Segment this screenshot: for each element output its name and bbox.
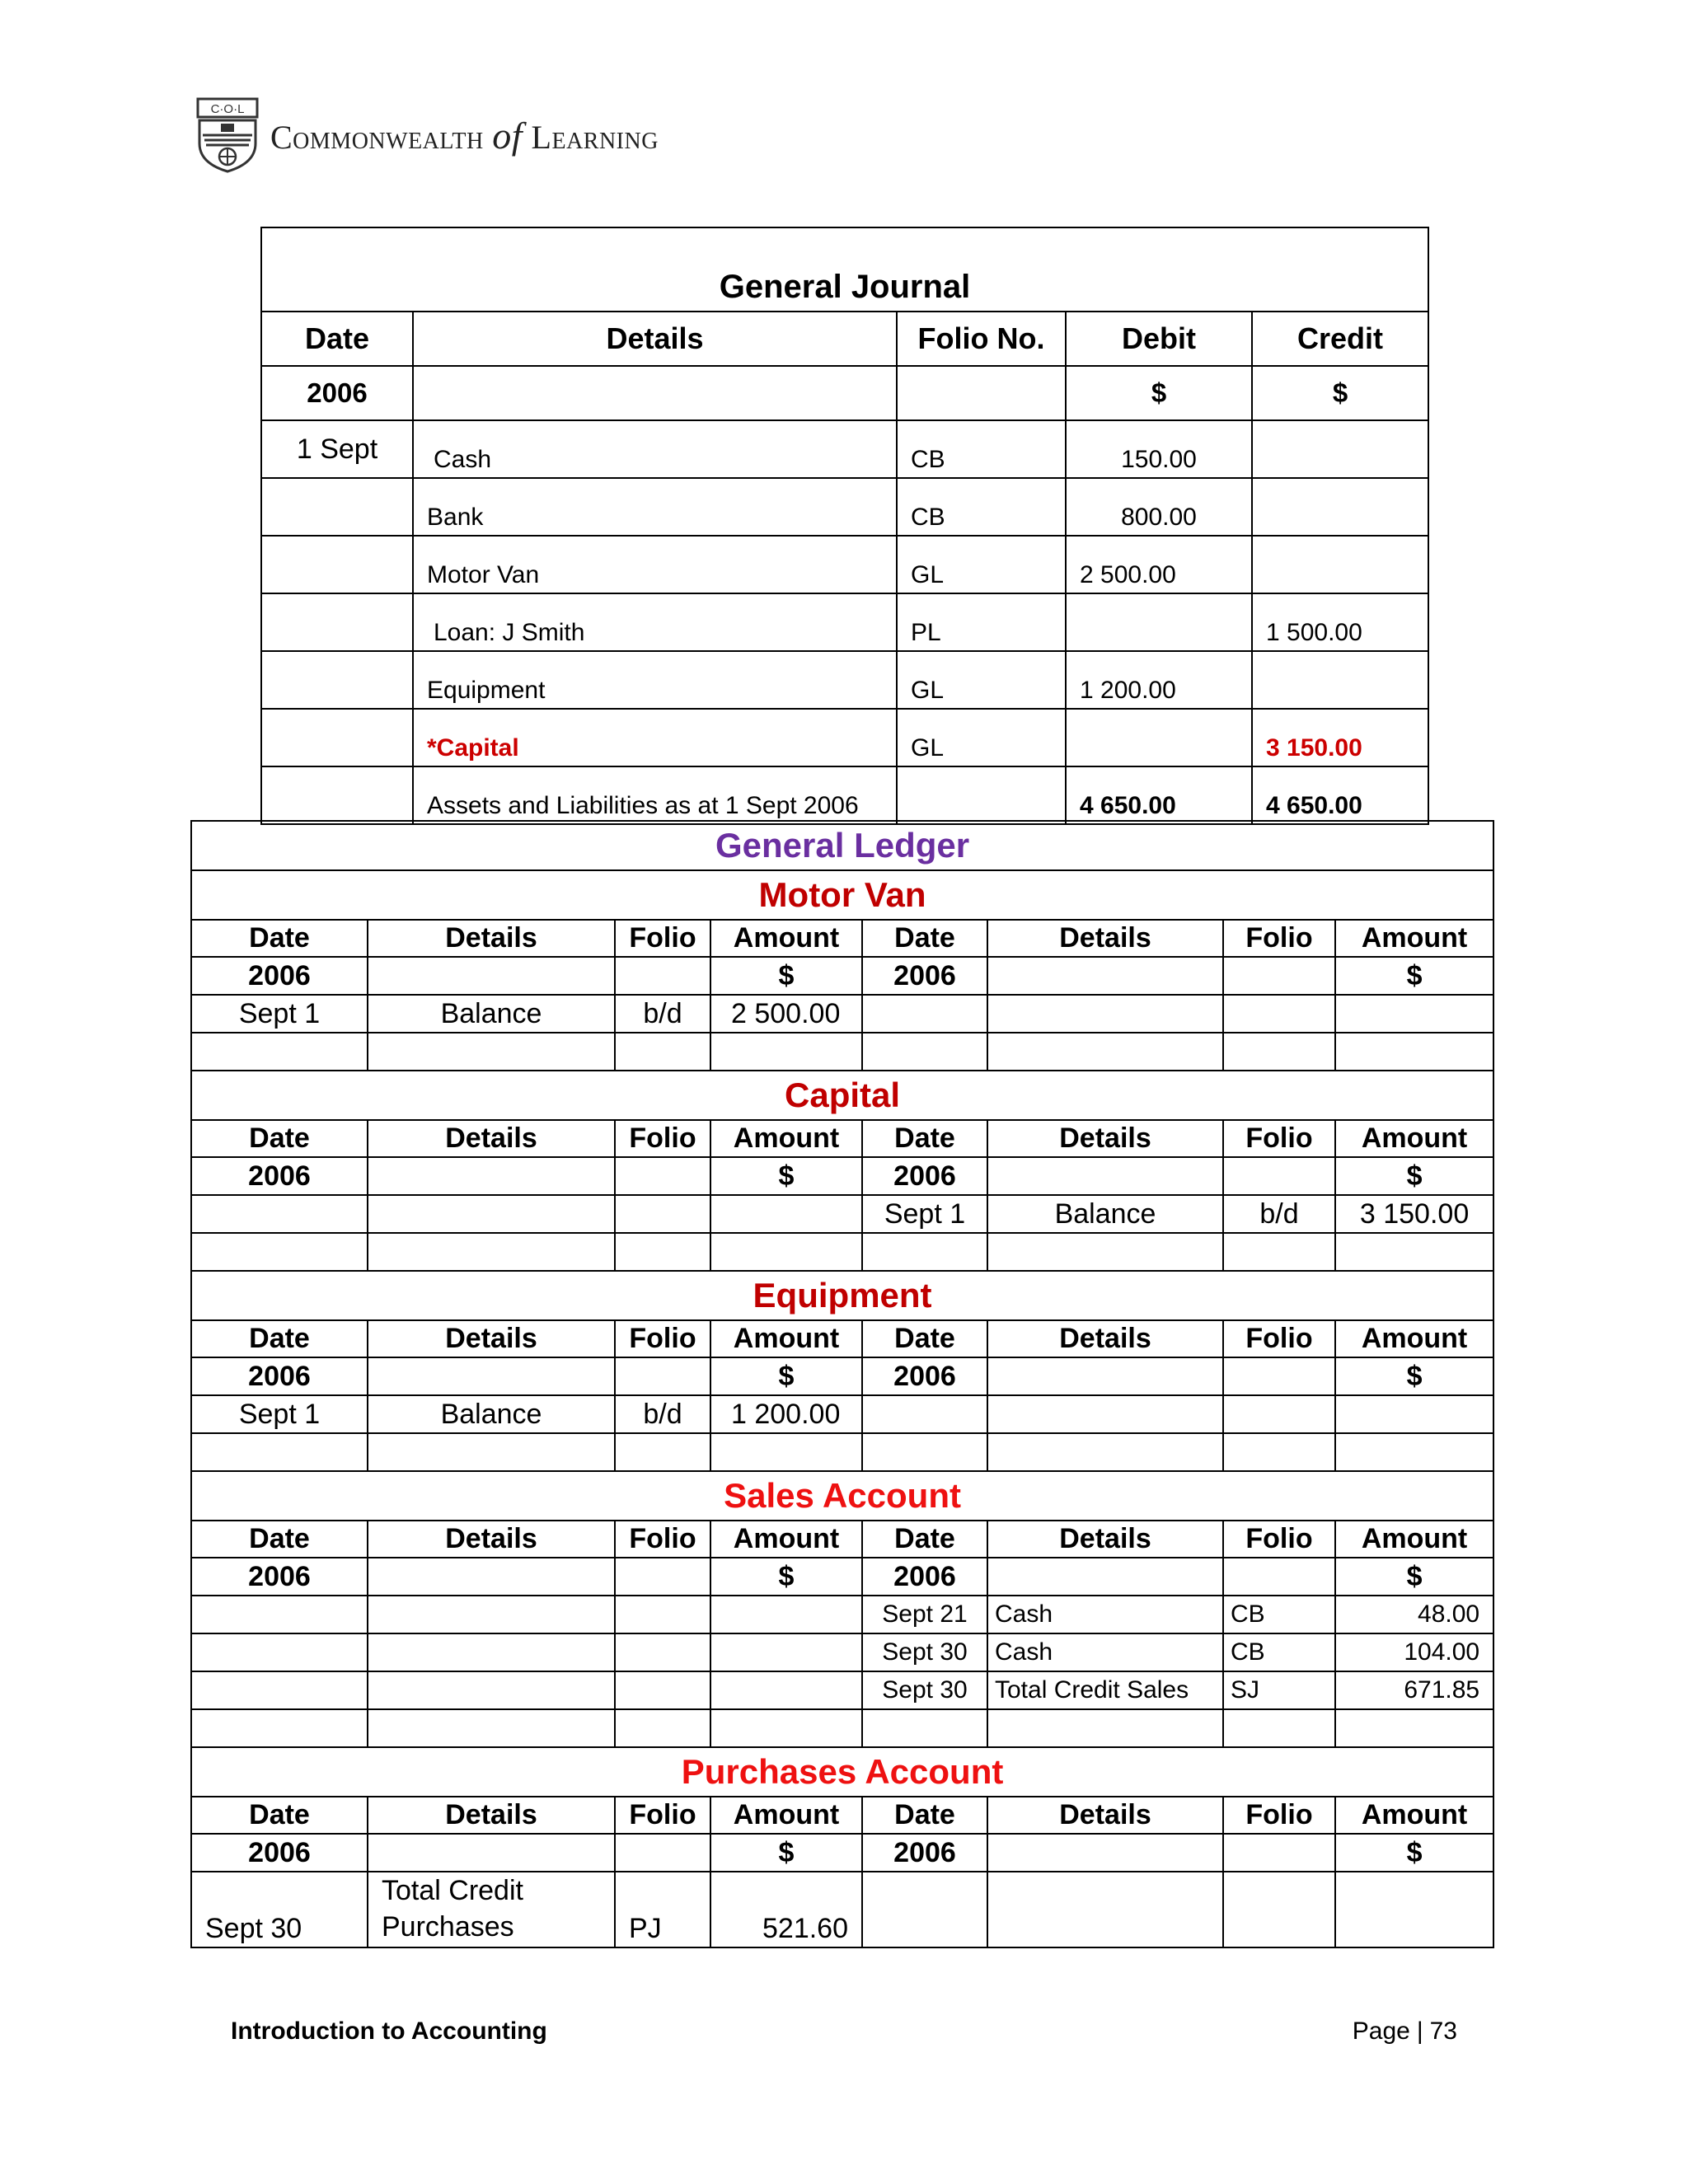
ledger-title: General Ledger: [191, 821, 1493, 870]
col-header-amount: Amount: [710, 1797, 862, 1834]
col-header-folio: Folio: [615, 1120, 710, 1157]
journal-folio: [897, 766, 1066, 824]
ledger-currency: $: [1335, 1357, 1493, 1395]
cr-details: [987, 995, 1223, 1033]
ledger-title-row: [191, 821, 1493, 870]
cr-date: [862, 995, 987, 1033]
col-header-date: Date: [862, 1320, 987, 1357]
journal-row: [261, 709, 1428, 766]
journal-debit: [1066, 709, 1252, 766]
cr-date: Sept 1: [862, 1195, 987, 1233]
general-ledger-table: [190, 820, 1494, 1948]
account-title-row: [191, 1271, 1493, 1320]
col-header-folio: Folio: [1223, 1797, 1335, 1834]
account-title-motor-van: Motor Van: [191, 870, 1493, 920]
journal-details: Motor Van: [413, 536, 897, 593]
ledger-row: [191, 1596, 1493, 1633]
dr-amount: 1 200.00: [710, 1395, 862, 1433]
journal-date: [261, 536, 413, 593]
journal-folio: CB: [897, 420, 1066, 478]
journal-folio: PL: [897, 593, 1066, 651]
ledger-empty-row: [191, 1433, 1493, 1471]
col-header-credit: Credit: [1252, 312, 1428, 366]
journal-details: Assets and Liabilities as at 1 Sept 2006: [413, 766, 897, 824]
cr-folio: [1223, 1395, 1335, 1433]
account-title-capital: Capital: [191, 1071, 1493, 1120]
col-header-folio: Folio: [615, 1320, 710, 1357]
col-header-amount: Amount: [1335, 1320, 1493, 1357]
ledger-header-row: [191, 1521, 1493, 1558]
ledger-header-row: [191, 1797, 1493, 1834]
col-header-details: Details: [368, 1521, 615, 1558]
col-header-date: Date: [191, 920, 368, 957]
ledger-currency: $: [1335, 1157, 1493, 1195]
dr-details: Total Credit Purchases: [368, 1872, 615, 1947]
dr-amount: 521.60: [710, 1872, 862, 1947]
journal-debit: 800.00: [1066, 478, 1252, 536]
ledger-row: [191, 995, 1493, 1033]
cr-details: Total Credit Sales: [987, 1671, 1223, 1709]
col-header-date: Date: [191, 1120, 368, 1157]
col-header-details: Details: [368, 920, 615, 957]
ledger-row: [191, 1395, 1493, 1433]
col-header-date: Date: [862, 1120, 987, 1157]
ledger-currency: $: [1335, 1834, 1493, 1872]
cr-amount: [1335, 1395, 1493, 1433]
ledger-row: [191, 1872, 1493, 1947]
journal-folio: GL: [897, 651, 1066, 709]
journal-credit: [1252, 420, 1428, 478]
col-header-details: Details: [987, 1120, 1223, 1157]
journal-header-row: [261, 312, 1428, 366]
journal-year: 2006: [261, 366, 413, 420]
cr-date: [862, 1395, 987, 1433]
journal-row: [261, 593, 1428, 651]
logo-wordmark: [270, 114, 659, 157]
col-header-amount: Amount: [1335, 1797, 1493, 1834]
journal-title: General Journal: [261, 227, 1428, 312]
journal-year-row: [261, 366, 1428, 420]
col-shield-icon: [196, 97, 259, 173]
journal-debit: [1066, 593, 1252, 651]
journal-debit: 2 500.00: [1066, 536, 1252, 593]
journal-row: [261, 420, 1428, 478]
dr-folio: [615, 1195, 710, 1233]
col-header-details: Details: [987, 1521, 1223, 1558]
col-header-amount: Amount: [710, 1521, 862, 1558]
ledger-year: 2006: [191, 957, 368, 995]
dr-details: Balance: [368, 995, 615, 1033]
col-header-amount: Amount: [1335, 920, 1493, 957]
cr-amount: 671.85: [1335, 1671, 1493, 1709]
ledger-year-row: [191, 1834, 1493, 1872]
ledger-year-row: [191, 957, 1493, 995]
journal-details: Equipment: [413, 651, 897, 709]
journal-date: 1 Sept: [261, 420, 413, 478]
ledger-empty-row: [191, 1709, 1493, 1747]
logo-text-of: of: [492, 114, 523, 157]
dr-date: Sept 1: [191, 995, 368, 1033]
account-title-row: [191, 1747, 1493, 1797]
journal-details: Cash: [413, 420, 897, 478]
col-header-details: Details: [368, 1797, 615, 1834]
journal-credit: [1252, 536, 1428, 593]
col-header-date: Date: [191, 1521, 368, 1558]
col-header-date: Date: [862, 1797, 987, 1834]
cr-folio: [1223, 995, 1335, 1033]
ledger-currency: $: [1335, 957, 1493, 995]
ledger-year: 2006: [191, 1357, 368, 1395]
col-header-folio: Folio: [615, 1521, 710, 1558]
ledger-row: [191, 1195, 1493, 1233]
account-title-row: [191, 1071, 1493, 1120]
ledger-currency: $: [710, 957, 862, 995]
journal-total-row: [261, 766, 1428, 824]
cr-date: Sept 30: [862, 1633, 987, 1671]
ledger-year: 2006: [862, 1558, 987, 1596]
dr-details: Balance: [368, 1395, 615, 1433]
journal-folio: CB: [897, 478, 1066, 536]
journal-folio: GL: [897, 709, 1066, 766]
journal-details: Loan: J Smith: [413, 593, 897, 651]
journal-credit: 1 500.00: [1252, 593, 1428, 651]
col-header-details: Details: [987, 920, 1223, 957]
col-header-date: Date: [261, 312, 413, 366]
cr-folio: CB: [1223, 1596, 1335, 1633]
col-header-details: Details: [413, 312, 897, 366]
account-title-row: [191, 870, 1493, 920]
page-number: 73: [1429, 2018, 1457, 2045]
logo-badge: C·O·L: [210, 102, 245, 116]
col-header-amount: Amount: [710, 1120, 862, 1157]
ledger-year-row: [191, 1558, 1493, 1596]
ledger-year: 2006: [191, 1834, 368, 1872]
dr-amount: [710, 1195, 862, 1233]
journal-details: Bank: [413, 478, 897, 536]
col-header-folio: Folio: [1223, 1320, 1335, 1357]
col-header-amount: Amount: [710, 1320, 862, 1357]
dr-amount: 2 500.00: [710, 995, 862, 1033]
col-header-amount: Amount: [1335, 1521, 1493, 1558]
col-header-details: Details: [368, 1320, 615, 1357]
col-header-date: Date: [191, 1797, 368, 1834]
col-header-details: Details: [987, 1797, 1223, 1834]
col-header-amount: Amount: [1335, 1120, 1493, 1157]
cr-folio: b/d: [1223, 1195, 1335, 1233]
ledger-empty-row: [191, 1033, 1493, 1071]
ledger-year-row: [191, 1157, 1493, 1195]
ledger-header-row: [191, 920, 1493, 957]
journal-date: [261, 709, 413, 766]
ledger-year: 2006: [862, 1834, 987, 1872]
col-header-date: Date: [191, 1320, 368, 1357]
journal-credit: [1252, 478, 1428, 536]
journal-credit: 3 150.00: [1252, 709, 1428, 766]
col-header-amount: Amount: [710, 920, 862, 957]
journal-date: [261, 651, 413, 709]
cr-date: Sept 30: [862, 1671, 987, 1709]
cr-details: Cash: [987, 1633, 1223, 1671]
journal-debit: 150.00: [1066, 420, 1252, 478]
journal-credit: [1252, 651, 1428, 709]
ledger-empty-row: [191, 1233, 1493, 1271]
dr-folio: PJ: [615, 1872, 710, 1947]
ledger-year: 2006: [862, 957, 987, 995]
col-header-folio: Folio: [615, 1797, 710, 1834]
journal-date: [261, 593, 413, 651]
logo-text-commonwealth: Commonwealth: [270, 118, 484, 156]
journal-folio: GL: [897, 536, 1066, 593]
ledger-year: 2006: [862, 1157, 987, 1195]
ledger-year: 2006: [191, 1558, 368, 1596]
ledger-currency: $: [1335, 1558, 1493, 1596]
account-title-row: [191, 1471, 1493, 1521]
cr-date: Sept 21: [862, 1596, 987, 1633]
col-header-folio: Folio No.: [897, 312, 1066, 366]
cr-amount: 48.00: [1335, 1596, 1493, 1633]
account-title-purchases: Purchases Account: [191, 1747, 1493, 1797]
ledger-row: [191, 1633, 1493, 1671]
dr-date: Sept 1: [191, 1395, 368, 1433]
journal-credit-total: 4 650.00: [1252, 766, 1428, 824]
ledger-row: [191, 1671, 1493, 1709]
col-header-folio: Folio: [615, 920, 710, 957]
cr-folio: SJ: [1223, 1671, 1335, 1709]
ledger-header-row: [191, 1120, 1493, 1157]
journal-row: [261, 536, 1428, 593]
account-title-equipment: Equipment: [191, 1271, 1493, 1320]
ledger-year: 2006: [862, 1357, 987, 1395]
ledger-year: 2006: [191, 1157, 368, 1195]
logo-text-learning: Learning: [531, 118, 659, 156]
cr-folio: CB: [1223, 1633, 1335, 1671]
ledger-currency: $: [710, 1558, 862, 1596]
journal-date: [261, 478, 413, 536]
journal-details: *Capital: [413, 709, 897, 766]
ledger-currency: $: [710, 1157, 862, 1195]
col-header-folio: Folio: [1223, 1120, 1335, 1157]
dr-folio: b/d: [615, 995, 710, 1033]
col-header-details: Details: [987, 1320, 1223, 1357]
dr-details: [368, 1195, 615, 1233]
col-logo: [196, 97, 659, 173]
page-label: Page: [1352, 2018, 1410, 2045]
col-header-details: Details: [368, 1120, 615, 1157]
account-title-sales: Sales Account: [191, 1471, 1493, 1521]
journal-row: [261, 478, 1428, 536]
col-header-date: Date: [862, 1521, 987, 1558]
ledger-currency: $: [710, 1357, 862, 1395]
cr-details: Cash: [987, 1596, 1223, 1633]
debit-currency: $: [1066, 366, 1252, 420]
ledger-year-row: [191, 1357, 1493, 1395]
journal-row: [261, 651, 1428, 709]
cr-amount: 3 150.00: [1335, 1195, 1493, 1233]
footer-page-number: [1353, 2018, 1457, 2046]
cr-amount: [1335, 995, 1493, 1033]
cr-details: Balance: [987, 1195, 1223, 1233]
col-header-date: Date: [862, 920, 987, 957]
journal-title-row: [261, 227, 1428, 312]
cr-details: [987, 1395, 1223, 1433]
page-separator: |: [1416, 2018, 1423, 2045]
dr-date: Sept 30: [191, 1872, 368, 1947]
col-header-debit: Debit: [1066, 312, 1252, 366]
dr-date: [191, 1195, 368, 1233]
journal-debit-total: 4 650.00: [1066, 766, 1252, 824]
col-header-folio: Folio: [1223, 1521, 1335, 1558]
journal-date: [261, 766, 413, 824]
journal-debit: 1 200.00: [1066, 651, 1252, 709]
credit-currency: $: [1252, 366, 1428, 420]
col-header-folio: Folio: [1223, 920, 1335, 957]
ledger-header-row: [191, 1320, 1493, 1357]
footer-course-title: Introduction to Accounting: [231, 2018, 547, 2045]
ledger-currency: $: [710, 1834, 862, 1872]
cr-amount: 104.00: [1335, 1633, 1493, 1671]
general-journal-table: [260, 227, 1429, 825]
dr-folio: b/d: [615, 1395, 710, 1433]
